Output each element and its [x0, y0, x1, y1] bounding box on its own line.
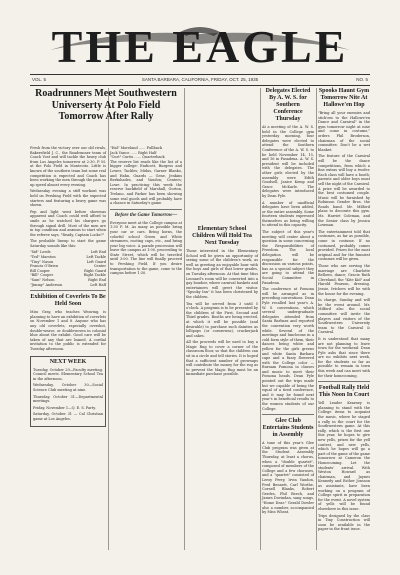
column-1 — [30, 146, 106, 431]
delegates-paragraph: At a meeting of the A. W. S. held in the College gym yesterday morning, four delegates were elected to attend the Southern Conference of the A. W. S. to be held November 14, 15, and 16 in Pasadena. A. W. S. president will be included with the delegates. The other girls elected by the assembly were Edith Goodsell, Janice Kemp and Grace McKarle. The delegates were introduced by Dean Pyle. — [262, 125, 314, 198]
spooks-paragraph: It is understood that many are not planning to leave town for the weekend. Dean Pyle asks that since there are no exhibits next week, for the students so far as possible to remain in town this week and can meet with for their homecoming. — [318, 336, 370, 378]
lead-paragraph: Fresh from the victory over our old rivals, Bakersfield J. C., the Roadrunner team of Coach Vost and will tackle the heavy club from Los Angeles tomorrow at 2:30. P. M. at the Polo Field in Montecito. Little is known of the southern team but some real competition is expected and Coach has been working the men through the pain so up speed almost every evening. — [30, 146, 106, 187]
next-week-item: Saturday, October 31 — Cal Christian game at Los Angeles. — [33, 412, 103, 421]
rally-paragraph: Trips designed by the class in Tiny Construction will soon be available in the paper in the front issue. — [318, 513, 370, 532]
next-week-item: Wednesday, October 30—Social Science Club meeting at nine. — [33, 383, 103, 392]
dateline-bar — [30, 74, 370, 86]
tea-paragraph: Those interested in the Elementary School will be given an opportunity of seeing some of the children's work, as well as greeting an enjoyable hour with the boys and girls of that lower grades, on Tuesday afternoon. At that time Miss Leonard's room will be converted into a gay boudoir, where carnival baskets and entertainers will greet the visitor. "Spooky Inn" it has been christened by the children. — [186, 249, 258, 299]
lineup-row: Bill Cooper Right Guard — [30, 268, 106, 273]
column-rule — [316, 88, 317, 550]
column-3 — [186, 226, 258, 379]
rally-headline: Football Rally Held This Noon In Court — [318, 385, 370, 399]
delegates-paragraph: A number of unofficial delegates have been added, or the entire assembly. Some fourteen students expressed themselves as being willing to attend in this capacity. — [262, 200, 314, 228]
next-week-item: Tuesday, October 29—Faculty meeting. Council meets. Elementary School Tea in the afternoon. — [33, 367, 103, 381]
lineup-row: "Sam" Nelson Right End — [30, 278, 106, 283]
divider — [30, 290, 106, 291]
dateline-text: SANTA BARBARA, CALIFORNIA, FRIDAY, OCT. 25, 1935 — [141, 77, 259, 82]
lineup-continued: "Curt" Curtis ...... Quarterback — [110, 155, 165, 160]
coverlets-headline: Exhibition of Coverlets To Be Held Soon — [30, 294, 106, 308]
column-4 — [262, 88, 314, 517]
spooks-headline: Spooks Haunt Gym Tomorrow Nite At Hallowe'en Hop — [318, 88, 370, 108]
masthead — [30, 22, 370, 72]
tea-paragraph: Tea will be served from 3 until 5 o'clock. A program is to be presented by the children of the First, Second and Third grades. Booths are being erected, at which it will be possible (and desirable) to purchase such dainties as lollipops (or cornrowns), crackerjack and cakes. — [186, 301, 258, 338]
delegates-paragraph: The conference at Pomona will be arranged as in preceding conventions. Dean Pyle recalled last year's A. W. S. conventions, which several undergraduate delegates attended from Santa Barbara and reported the convention very worth while. Several of the meetings and luncheons in a cold form style of them, their dances being white and yellow for the girls greens and white Santa Barbara cape and a fuzzy flowered with the College color — Burnam Pomona in classes and music to meet their Pomona heads. Dean Pyle pointed out the trips made but we capable of being the equal of a tired conference, and it may be found next year's in beneficial results to the women students of our College. — [262, 287, 314, 411]
column-rule — [184, 88, 185, 550]
divider — [318, 381, 370, 382]
spooks-paragraph: The feature of the Carnival will be the dance competitions, from which a fine extras will buy a twofer. Each class will have a booth; parents and older boys must sell the night of the Carnival. A prize will be awarded to the best costumed couple. Music will be furnished by Robinson Gender Bros. the Roads band. Mr. Milford plans to decorate this gym. Ms. Harriet Coleman, and the Senior class by Jessica Lowman. — [318, 154, 370, 228]
column-2 — [110, 146, 182, 278]
tea-paragraph: All the proceeds will be used to buy a Magic Rug to cover a corner of the classroom floor, so that the children can sit in a circle and tell stories. It is hoped that a sufficient number of grownups will contribute the money for the rug as to prevent the Magic Rug must be an immediate purchase possible. — [186, 340, 258, 377]
tea-headline: Elementary School Children Will Hold Tea Next Tuesday — [192, 226, 252, 246]
coverlets-text: Miss Gray, who teaches Weaving, is planning to have an exhibition of coverlets on November 1 and 8. Anyone who has any old coverlets, especially overshot, double-weave, or doublewoven in colonial blue about the exhibit. Good care will be taken of any that are loaned. A cordial invitation to the public is extended for Tuesday afternoon. — [30, 310, 106, 351]
divider — [110, 209, 182, 210]
lineup-list — [30, 250, 106, 287]
spooks-paragraph: Those who are serving the marriage are Charlotte Bellows, dance; Gracie Ruth Cleveland, the "Kite Kid" and Harold Pearson, dressing. Jessie, fetchers will be with the house for the evening. — [318, 264, 370, 296]
next-week-item: Thursday, October 31—Departmental meetings. — [33, 394, 103, 404]
volume-number: VOL. 5 — [32, 77, 47, 82]
spooks-paragraph: In charge, Sunday and will be the event around. Mr. Milford also the social committee will invite the players and visitors of the Southwestern University team to the Carnival & Carnival. — [318, 298, 370, 335]
reserve-paragraph: The reserve list reads like the list of a bigger college: Endicott, Burgess and Lower, Tackles; Midas, Garner Blanko, and Hahn, Guards — Gene, Jenkins Berkshades, and Vaudon; Centers; Lowe. In practicing this week the reserve backfield of Marshall, Gorton, Trelano, and Parker has been showing some real goods and will probably have a chance in Saturday's game. — [110, 159, 182, 206]
lineup-continued: "Hal" Moreland ...... Fullback — [110, 146, 162, 150]
divider — [262, 414, 314, 415]
lineup-row: "Jimmy" Anderson Left Half — [30, 282, 106, 287]
issue-number: NO. 5 — [356, 77, 368, 82]
delegates-headline: Delegates Elected By A. W. S. for Southern Conference Thursday — [265, 88, 311, 122]
lead-paragraph: The probable lineup to start the game Saturday sounds like this: — [30, 239, 106, 248]
column-5 — [318, 88, 370, 534]
lead-paragraph: Pep and light went before showwas apparent and Coach could well afford to smile as he watched his chargers go through signal drill. Most of the men are in top condition and anxious to start when the referee says, "Ready, Captain Locke?" — [30, 209, 106, 237]
next-week-item: Friday, November 1—Q. E. S. Party. — [33, 405, 96, 410]
lineup-row: Francis O'Brien Center — [30, 264, 106, 269]
glee-club-headline: Glee Club Entertains Students in Assembly — [262, 418, 314, 439]
next-week-headline: NEXT WEEK — [49, 358, 87, 365]
lead-paragraph: Wednesday evening a stiff workout was held on Pershing Field with the expected starters and featuring a heavy game was shown. — [30, 189, 106, 208]
rally-paragraph: Yell Leader Kearney is planning to stand with the College items to acquaint the music, where he staged a rally in the court for the Southwestern game. At this rally, which is the first one this year, he hopes to give new yells, prizes for the yell contest, and new yells, which he hopes will go a part of the game of the game tomorrow at Cameron the Homecoming. Let the students' arrival. With Weston Howard as chairman, and Jaynes Kennedy and Esther Jonsson as assistants, have been working on a program of College spirit in preparation for the event. A novel system of yells will be found elsewhere in this issue. — [318, 401, 370, 511]
column-rule — [108, 88, 109, 550]
lead-headline: Roadrunners Meet Southwestern Universerty At Polo Field Tomorrow After Rally — [35, 88, 177, 122]
next-week-box — [30, 356, 106, 427]
before-game-headline: Before the Game Tomorrow— — [114, 212, 178, 218]
glee-club-text: A tune of this year's Glee Club program was given at the Student Assembly Thursday, at least a chorus, when a "double quartet", composed of members of the College and a few choruses, and a "quartet" consisted of Leroy Perry, Irvin Vaudon, Fred Bennett, Carl Worthe, Cornell Blanks, Robert Gerdes, Phil Beech, and James Dovindan, sang songs, "Home Dear." Gerald Dowler also a number, accompanied by Miss Wheat. — [262, 441, 314, 515]
lineup-row: "Bill" Cooper Right Tackle — [30, 273, 106, 278]
lineup-row: "Sid" Leeds Left End — [30, 250, 106, 255]
spooks-paragraph: The entertainment told that costumes, as far as possible, come in costume. If no costumed, probably comes provided. Prizes for the most original and for the funniest costumes will be given. — [318, 229, 370, 262]
lineup-row: "Tiny" Nason Left Guard — [30, 259, 106, 264]
lineup-row: "Ted" Marston Left Tackle — [30, 255, 106, 260]
column-rule — [260, 88, 261, 550]
before-game-text: Everyone meet at the College campus at 1:30 P. M. As many as possible bring your car or cars. Bring horns, the colorful school Green and White streamers, rooting caps, etc., and bring your big voice. A parade procession will leave the campus at 1:00, proceeding to State Street, which will be traveled until 3:00. The line will finally proceed to Pershing Field. If you desire transportation to the game, come to the campus before 1:30. — [110, 220, 183, 276]
delegates-paragraph: The subject of this year's meeting will center about a question in some concerning the Responsibilities of Freedom. The local delegation will be responsible for the discussion on various points, has as a special subject they are going to attend the Social Committee in Pasadena. — [262, 230, 314, 285]
spooks-paragraph: "Bring all your enemies and stick'em to the Hallowe'en Dance and Carnival" in the gym tomorrow night at nine and come in costume," orders Phil Broderson, chairman of the social committee. Don't be a wet blanket. — [318, 111, 370, 152]
lineup-continued: Jack Vance ...... Right Half — [110, 150, 157, 155]
masthead-title: THE EAGLE — [51, 21, 349, 72]
